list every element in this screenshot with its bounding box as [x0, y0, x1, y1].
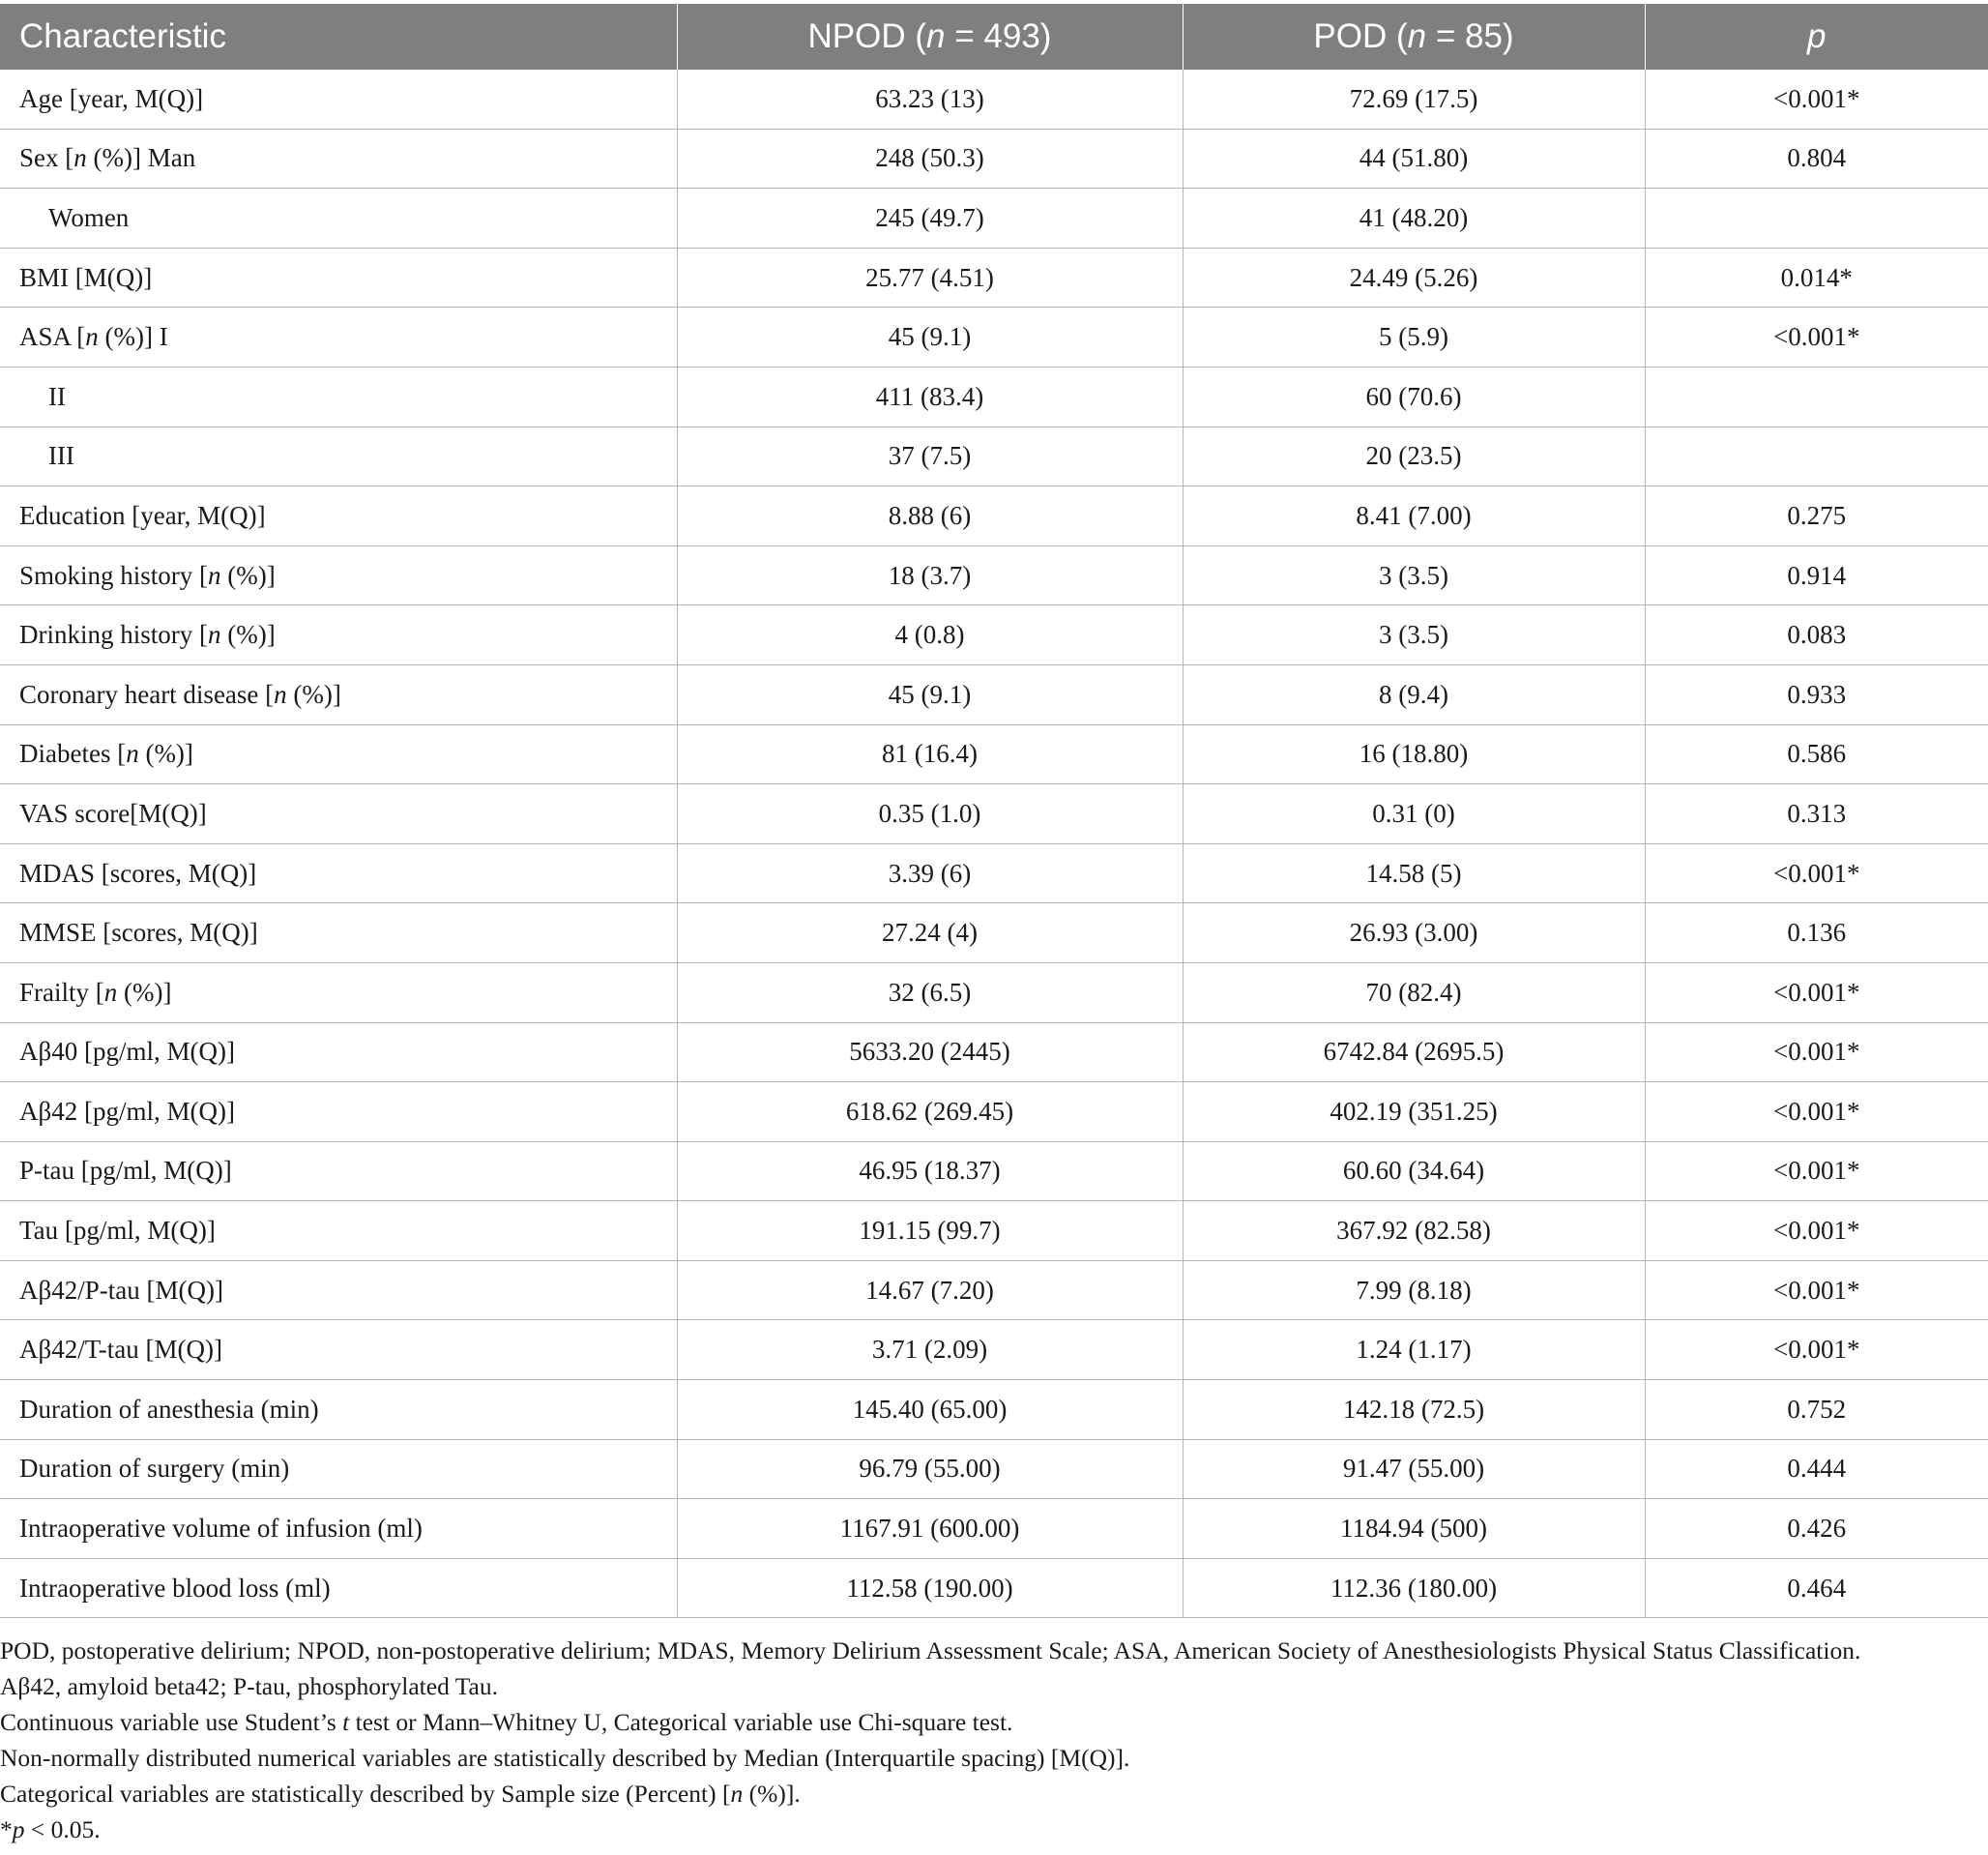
- header-characteristic: Characteristic: [0, 4, 677, 70]
- row-p-value: 0.464: [1645, 1558, 1988, 1618]
- footnote-abbreviations: POD, postoperative delirium; NPOD, non-postoperative delirium; MDAS, Memory Delirium Assessment Scale; ASA, American Society of Anesthesiologists Physical Status Classification.: [0, 1636, 1861, 1664]
- row-p-value: 0.083: [1645, 605, 1988, 665]
- row-characteristic: II: [0, 367, 677, 427]
- row-npod-value: 32 (6.5): [677, 962, 1183, 1022]
- row-p-value: <0.001*: [1645, 843, 1988, 903]
- header-npod: NPOD (n = 493): [677, 4, 1183, 70]
- row-npod-value: 0.35 (1.0): [677, 784, 1183, 844]
- row-p-value: <0.001*: [1645, 1260, 1988, 1320]
- footnote-tests: Continuous variable use Student’s t test or Mann–Whitney U, Categorical variable use Chi-square test.: [0, 1708, 1013, 1736]
- table-row: [0, 1380, 1988, 1440]
- row-characteristic: Duration of anesthesia (min): [0, 1380, 677, 1440]
- header-pod: POD (n = 85): [1183, 4, 1645, 70]
- table-row: [0, 664, 1988, 724]
- row-npod-value: 5633.20 (2445): [677, 1022, 1183, 1082]
- table-body: [0, 70, 1988, 1618]
- row-characteristic: Intraoperative blood loss (ml): [0, 1558, 677, 1618]
- table-row: [0, 367, 1988, 427]
- table-row: [0, 1141, 1988, 1201]
- row-characteristic: Women: [0, 189, 677, 249]
- row-characteristic: Tau [pg/ml, M(Q)]: [0, 1201, 677, 1261]
- row-npod-value: 81 (16.4): [677, 724, 1183, 784]
- row-npod-value: 37 (7.5): [677, 427, 1183, 486]
- row-characteristic: MMSE [scores, M(Q)]: [0, 903, 677, 963]
- row-npod-value: 411 (83.4): [677, 367, 1183, 427]
- row-pod-value: 0.31 (0): [1183, 784, 1645, 844]
- row-p-value: 0.014*: [1645, 248, 1988, 308]
- table-row: [0, 248, 1988, 308]
- row-p-value: 0.914: [1645, 545, 1988, 605]
- row-characteristic: Aβ40 [pg/ml, M(Q)]: [0, 1022, 677, 1082]
- row-p-value: [1645, 367, 1988, 427]
- row-npod-value: 3.71 (2.09): [677, 1320, 1183, 1380]
- table-row: [0, 1320, 1988, 1380]
- row-npod-value: 245 (49.7): [677, 189, 1183, 249]
- row-pod-value: 8 (9.4): [1183, 664, 1645, 724]
- row-characteristic: Diabetes [n (%)]: [0, 724, 677, 784]
- row-npod-value: 63.23 (13): [677, 70, 1183, 129]
- row-characteristic: Education [year, M(Q)]: [0, 486, 677, 546]
- table-row: [0, 605, 1988, 665]
- row-pod-value: 44 (51.80): [1183, 129, 1645, 189]
- row-npod-value: 145.40 (65.00): [677, 1380, 1183, 1440]
- row-pod-value: 5 (5.9): [1183, 308, 1645, 368]
- row-npod-value: 46.95 (18.37): [677, 1141, 1183, 1201]
- row-p-value: 0.752: [1645, 1380, 1988, 1440]
- row-npod-value: 25.77 (4.51): [677, 248, 1183, 308]
- row-npod-value: 14.67 (7.20): [677, 1260, 1183, 1320]
- table-row: [0, 129, 1988, 189]
- table-row: [0, 308, 1988, 368]
- row-characteristic: Smoking history [n (%)]: [0, 545, 677, 605]
- row-characteristic: Intraoperative volume of infusion (ml): [0, 1499, 677, 1559]
- row-p-value: 0.933: [1645, 664, 1988, 724]
- table-row: [0, 427, 1988, 486]
- footnote-categorical: Categorical variables are statistically described by Sample size (Percent) [n (%)].: [0, 1780, 801, 1808]
- row-pod-value: 402.19 (351.25): [1183, 1082, 1645, 1142]
- row-pod-value: 60.60 (34.64): [1183, 1141, 1645, 1201]
- row-characteristic: Aβ42/P-tau [M(Q)]: [0, 1260, 677, 1320]
- table-row: [0, 545, 1988, 605]
- row-p-value: 0.275: [1645, 486, 1988, 546]
- row-characteristic: Coronary heart disease [n (%)]: [0, 664, 677, 724]
- row-characteristic: ASA [n (%)] I: [0, 308, 677, 368]
- row-characteristic: Duration of surgery (min): [0, 1439, 677, 1499]
- table-footnotes: [0, 1633, 1988, 1847]
- row-characteristic: III: [0, 427, 677, 486]
- row-npod-value: 1167.91 (600.00): [677, 1499, 1183, 1559]
- row-pod-value: 6742.84 (2695.5): [1183, 1022, 1645, 1082]
- row-characteristic: MDAS [scores, M(Q)]: [0, 843, 677, 903]
- row-pod-value: 1.24 (1.17): [1183, 1320, 1645, 1380]
- row-npod-value: 3.39 (6): [677, 843, 1183, 903]
- row-p-value: <0.001*: [1645, 1022, 1988, 1082]
- row-p-value: 0.313: [1645, 784, 1988, 844]
- row-npod-value: 191.15 (99.7): [677, 1201, 1183, 1261]
- row-pod-value: 367.92 (82.58): [1183, 1201, 1645, 1261]
- table-row: [0, 843, 1988, 903]
- row-npod-value: 4 (0.8): [677, 605, 1183, 665]
- row-pod-value: 70 (82.4): [1183, 962, 1645, 1022]
- row-p-value: <0.001*: [1645, 70, 1988, 129]
- row-npod-value: 8.88 (6): [677, 486, 1183, 546]
- row-characteristic: Frailty [n (%)]: [0, 962, 677, 1022]
- table-row: [0, 1439, 1988, 1499]
- footnote-significance: *p < 0.05.: [0, 1815, 101, 1843]
- row-characteristic: Drinking history [n (%)]: [0, 605, 677, 665]
- row-npod-value: 96.79 (55.00): [677, 1439, 1183, 1499]
- row-pod-value: 91.47 (55.00): [1183, 1439, 1645, 1499]
- row-p-value: <0.001*: [1645, 962, 1988, 1022]
- row-characteristic: Aβ42 [pg/ml, M(Q)]: [0, 1082, 677, 1142]
- row-p-value: 0.444: [1645, 1439, 1988, 1499]
- row-p-value: 0.136: [1645, 903, 1988, 963]
- characteristics-table-container: [0, 4, 1988, 1618]
- table-row: [0, 903, 1988, 963]
- row-pod-value: 8.41 (7.00): [1183, 486, 1645, 546]
- row-p-value: <0.001*: [1645, 1320, 1988, 1380]
- table-row: [0, 724, 1988, 784]
- row-npod-value: 112.58 (190.00): [677, 1558, 1183, 1618]
- row-pod-value: 26.93 (3.00): [1183, 903, 1645, 963]
- table-row: [0, 1499, 1988, 1559]
- row-p-value: [1645, 427, 1988, 486]
- row-pod-value: 112.36 (180.00): [1183, 1558, 1645, 1618]
- row-npod-value: 18 (3.7): [677, 545, 1183, 605]
- row-pod-value: 20 (23.5): [1183, 427, 1645, 486]
- row-characteristic: BMI [M(Q)]: [0, 248, 677, 308]
- table-row: [0, 1022, 1988, 1082]
- row-npod-value: 618.62 (269.45): [677, 1082, 1183, 1142]
- row-npod-value: 45 (9.1): [677, 308, 1183, 368]
- row-pod-value: 14.58 (5): [1183, 843, 1645, 903]
- row-pod-value: 142.18 (72.5): [1183, 1380, 1645, 1440]
- row-p-value: 0.586: [1645, 724, 1988, 784]
- row-npod-value: 27.24 (4): [677, 903, 1183, 963]
- table-row: [0, 486, 1988, 546]
- table-row: [0, 189, 1988, 249]
- row-p-value: <0.001*: [1645, 1201, 1988, 1261]
- characteristics-table: [0, 4, 1988, 1618]
- footnote-abbreviations-2: Aβ42, amyloid beta42; P-tau, phosphorylated Tau.: [0, 1672, 498, 1700]
- table-header-row: [0, 4, 1988, 70]
- row-npod-value: 248 (50.3): [677, 129, 1183, 189]
- row-characteristic: VAS score[M(Q)]: [0, 784, 677, 844]
- table-row: [0, 1201, 1988, 1261]
- table-row: [0, 1260, 1988, 1320]
- row-npod-value: 45 (9.1): [677, 664, 1183, 724]
- row-pod-value: 3 (3.5): [1183, 605, 1645, 665]
- row-p-value: <0.001*: [1645, 1082, 1988, 1142]
- row-pod-value: 1184.94 (500): [1183, 1499, 1645, 1559]
- table-row: [0, 1558, 1988, 1618]
- header-p-value: p: [1645, 4, 1988, 70]
- row-pod-value: 16 (18.80): [1183, 724, 1645, 784]
- row-p-value: [1645, 189, 1988, 249]
- row-characteristic: Age [year, M(Q)]: [0, 70, 677, 129]
- table-row: [0, 962, 1988, 1022]
- row-pod-value: 24.49 (5.26): [1183, 248, 1645, 308]
- row-characteristic: Aβ42/T-tau [M(Q)]: [0, 1320, 677, 1380]
- row-pod-value: 3 (3.5): [1183, 545, 1645, 605]
- row-pod-value: 72.69 (17.5): [1183, 70, 1645, 129]
- table-row: [0, 1082, 1988, 1142]
- row-characteristic: P-tau [pg/ml, M(Q)]: [0, 1141, 677, 1201]
- row-p-value: 0.426: [1645, 1499, 1988, 1559]
- row-p-value: <0.001*: [1645, 1141, 1988, 1201]
- row-characteristic: Sex [n (%)] Man: [0, 129, 677, 189]
- table-row: [0, 784, 1988, 844]
- row-pod-value: 60 (70.6): [1183, 367, 1645, 427]
- row-p-value: <0.001*: [1645, 308, 1988, 368]
- row-pod-value: 41 (48.20): [1183, 189, 1645, 249]
- table-row: [0, 70, 1988, 129]
- row-p-value: 0.804: [1645, 129, 1988, 189]
- row-pod-value: 7.99 (8.18): [1183, 1260, 1645, 1320]
- footnote-numerical: Non-normally distributed numerical variables are statistically described by Median (Interquartile spacing) [M(Q)].: [0, 1744, 1130, 1772]
